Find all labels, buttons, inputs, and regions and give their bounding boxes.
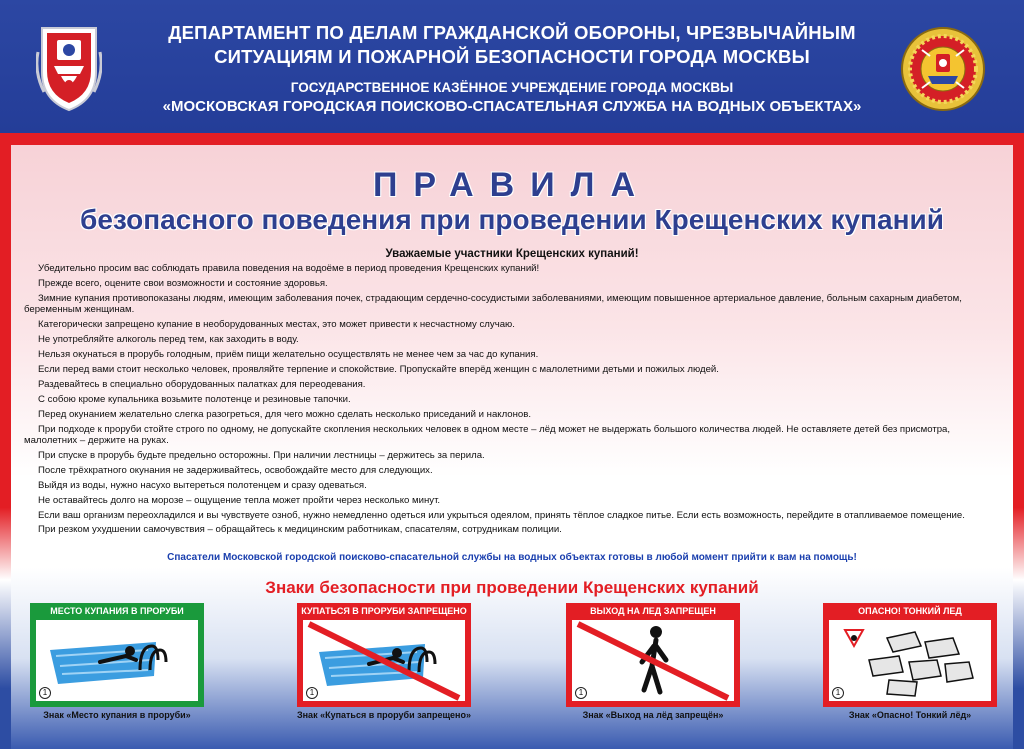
poster-title: ПРАВИЛА — [372, 166, 652, 204]
poster-subtitle: безопасного поведения при проведении Крещенских купаний — [80, 204, 944, 235]
rule-item: С собою кроме купальника возьмите полотенце и резиновые тапочки. — [38, 393, 351, 405]
rule-item: Нельзя окунаться в прорубь голодным, приём пищи желательно осуществлять не менее чем за час до купания. — [38, 349, 539, 361]
red-border-top — [0, 133, 1024, 145]
sign-swimming-place — [30, 603, 204, 707]
sign-label: МЕСТО КУПАНИЯ В ПРОРУБИ — [50, 606, 184, 616]
swimmer-in-ice-hole-icon — [36, 620, 198, 701]
sign-label: ОПАСНО! ТОНКИЙ ЛЕД — [858, 606, 962, 616]
institution-title: ГОСУДАРСТВЕННОЕ КАЗЁННОЕ УЧРЕЖДЕНИЕ ГОРОДА МОСКВЫ — [290, 80, 734, 95]
sign-label: КУПАТЬСЯ В ПРОРУБИ ЗАПРЕЩЕНО — [301, 606, 467, 616]
sign-number: 1 — [832, 687, 844, 699]
sign-caption: Знак «Выход на лёд запрещён» — [582, 710, 724, 720]
sign-number: 1 — [306, 687, 318, 699]
signs-section-title: Знаки безопасности при проведении Крещенских купаний — [265, 578, 759, 597]
rule-item: После трёхкратного окунания не задерживайтесь, освобождайте место для следующих. — [38, 464, 433, 476]
rule-item: Перед окунанием желательно слегка разогреться, для чего можно сделать несколько приседаний и наклонов. — [38, 408, 532, 420]
sign-image — [829, 620, 991, 701]
closing-message: Спасатели Московской городской поисково-спасательной службы на водных объектах готовы в любой момент прийти к вам на помощь! — [167, 552, 857, 563]
sign-image — [572, 620, 734, 701]
sign-caption: Знак «Купаться в проруби запрещено» — [296, 710, 471, 720]
rule-item: При подходе к проруби стойте строго по одному, не допускайте скопления нескольких человек в одном месте – лёд может не выдержать большого количества людей. Не оставляете детей без присмотра, малолетних – держите на руках. — [24, 423, 951, 447]
rule-item: Выйдя из воды, нужно насухо вытереться полотенцем и сразу одеваться. — [38, 479, 367, 491]
sign-no-ice-exit — [566, 603, 740, 707]
rule-item: Если ваш организм переохладился и вы чувствуете озноб, нужно немедленно одеться или укрыться одеялом, принять тёплое сладкое питье. Если есть возможность, перейдите в отапливаемое помещение. — [38, 509, 965, 521]
sign-image — [303, 620, 465, 701]
sign-label: ВЫХОД НА ЛЕД ЗАПРЕЩЕН — [590, 606, 716, 616]
rule-item: Зимние купания противопоказаны людям, имеющим заболевания почек, страдающим сердечно-сосудистыми заболеваниями, имеющим повышенное артериальное давление, больным сахарным диабетом, беременным женщинам. — [24, 292, 962, 316]
sign-no-swimming — [297, 603, 471, 707]
rules-list — [24, 263, 1000, 539]
rule-item: Если перед вами стоит несколько человек, проявляйте терпение и спокойствие. Пропускайте вперёд женщин с малолетними детьми и пожилых людей. — [38, 363, 719, 375]
rule-item: Прежде всего, оцените свои возможности и состояние здоровья. — [38, 277, 328, 289]
sign-number: 1 — [39, 687, 51, 699]
sign-number: 1 — [575, 687, 587, 699]
rule-item: Убедительно просим вас соблюдать правила поведения на водоёме в период проведения Крещенских купаний! — [38, 263, 540, 274]
sign-caption: Знак «Место купания в проруби» — [43, 710, 191, 720]
header-banner — [0, 0, 1024, 133]
thin-ice-danger-icon — [829, 620, 991, 701]
service-name: «МОСКОВСКАЯ ГОРОДСКАЯ ПОИСКОВО-СПАСАТЕЛЬНАЯ СЛУЖБА НА ВОДНЫХ ОБЪЕКТАХ» — [162, 98, 862, 115]
department-title-line2: СИТУАЦИЯМ И ПОЖАРНОЙ БЕЗОПАСНОСТИ ГОРОДА МОСКВЫ — [214, 46, 810, 67]
sign-thin-ice — [823, 603, 997, 707]
no-walking-on-ice-icon — [572, 620, 734, 701]
rule-item: Категорически запрещено купание в необорудованных местах, это может привести к несчастному случаю. — [38, 319, 515, 331]
department-title-line1: ДЕПАРТАМЕНТ ПО ДЕЛАМ ГРАЖДАНСКОЙ ОБОРОНЫ, ЧРЕЗВЫЧАЙНЫМ — [168, 22, 856, 43]
sign-image — [36, 620, 198, 701]
no-swimming-in-ice-hole-icon — [303, 620, 465, 701]
rule-item: При спуске в прорубь будьте предельно осторожны. При наличии лестницы – держитесь за перила. — [38, 449, 485, 461]
rescue-service-emblem-icon — [900, 26, 986, 112]
rule-item: При резком ухудшении самочувствия – обращайтесь к медицинским работникам, спасателям, сотрудникам полиции. — [38, 524, 562, 536]
moscow-emergency-emblem-icon — [36, 22, 102, 112]
rule-item: Раздевайтесь в специально оборудованных палатках для переодевания. — [38, 378, 366, 390]
sign-caption: Знак «Опасно! Тонкий лёд» — [848, 710, 972, 720]
greeting-heading: Уважаемые участники Крещенских купаний! — [385, 248, 639, 260]
rule-item: Не употребляйте алкоголь перед тем, как заходить в воду. — [38, 334, 299, 346]
rule-item: Не оставайтесь долго на морозе – ощущение тепла может пройти через несколько минут. — [38, 494, 441, 506]
